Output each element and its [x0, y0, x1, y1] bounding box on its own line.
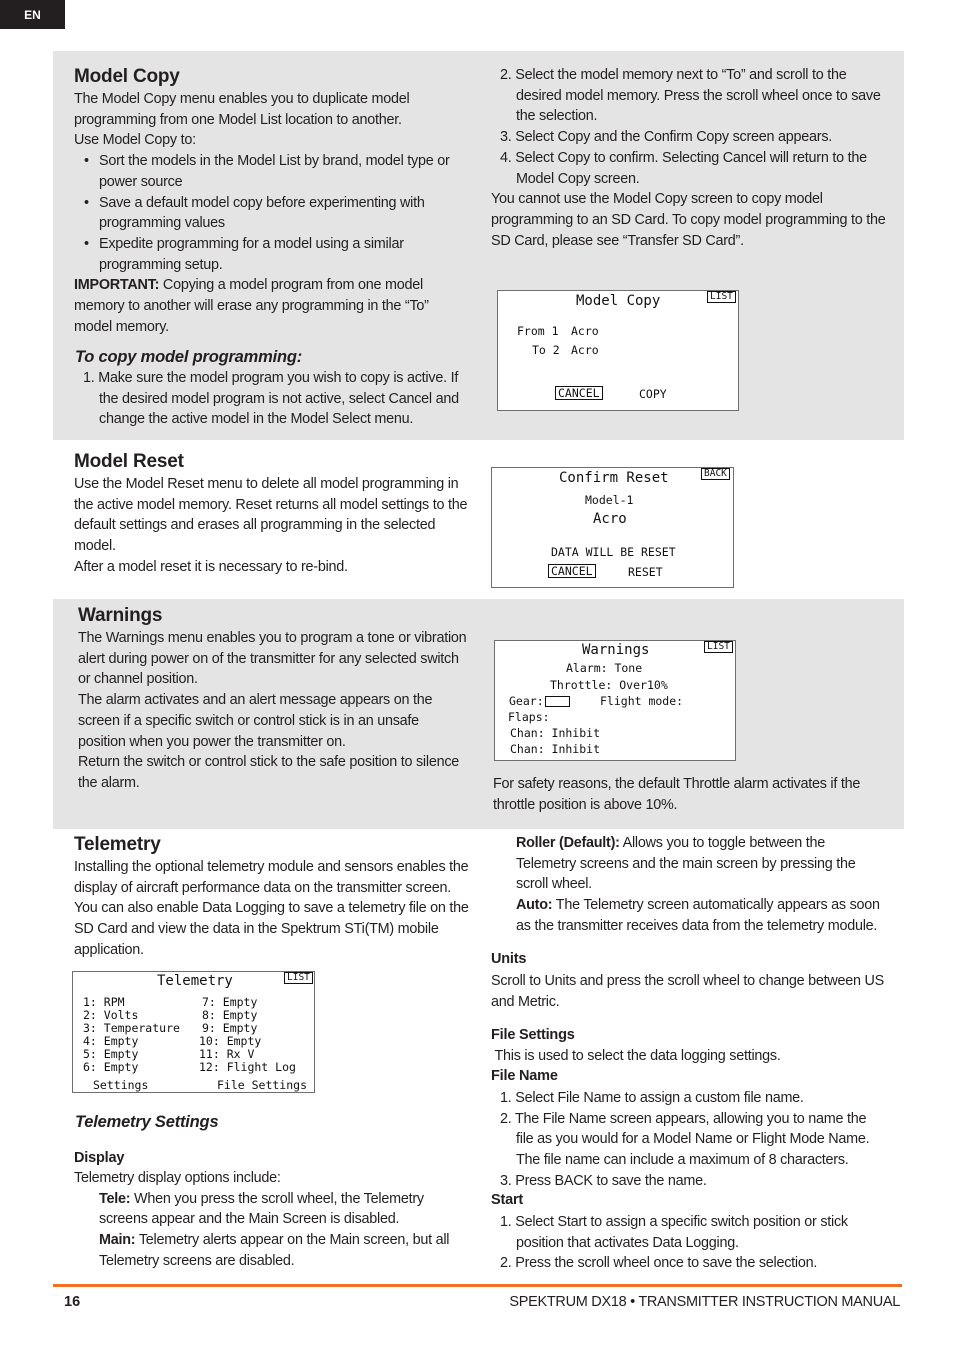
- throttle-value: 10%: [647, 678, 668, 692]
- gear-label: Gear:: [509, 694, 544, 708]
- list-item: • Save a default model copy before experimenting with programming values: [74, 193, 469, 234]
- telemetry-slot: 3: Temperature: [83, 1021, 180, 1035]
- list-item: 1. Select Start to assign a specific switch position or stick position that activates Data Logging.: [500, 1214, 848, 1251]
- units-text: Scroll to Units and press the scroll wheel to change between US and Metric.: [491, 973, 884, 1010]
- copy-step-1: [74, 368, 469, 430]
- model-reset-title: Model Reset: [74, 451, 184, 472]
- auto-option: [491, 895, 886, 936]
- screen-title: Warnings: [582, 642, 650, 658]
- model-reset-body: [74, 474, 469, 578]
- language-tab: EN: [0, 0, 65, 29]
- list-item: 2. Press the scroll wheel once to save the selection.: [500, 1255, 818, 1272]
- model-copy-screen: [497, 290, 739, 411]
- roller-text: Allows you to toggle between the Telemetry screens and the main screen by pressing the scroll wheel.: [516, 835, 856, 893]
- footer-rule: [53, 1284, 902, 1287]
- list-tag: LIST: [284, 972, 313, 984]
- list-item: 2. Select the model memory next to “To” and scroll to the desired model memory. Press the scroll wheel once to save the selection.: [500, 67, 881, 125]
- model-copy-body: [74, 89, 469, 337]
- telemetry-slot: 11: Rx V: [199, 1047, 255, 1061]
- settings-option: Settings: [93, 1078, 149, 1092]
- copy-subhead: To copy model programming:: [75, 348, 303, 366]
- important-label: IMPORTANT:: [74, 277, 160, 294]
- back-tag: BACK: [701, 468, 730, 480]
- list-item: 2. The File Name screen appears, allowing you to name the file as you would for a Model Name or Flight Mode Name. The file name can include a maximum of 8 characters.: [500, 1110, 870, 1169]
- auto-label: Auto:: [516, 897, 553, 914]
- tele-text: When you press the scroll wheel, the Telemetry screens appear and the Main Screen is disabled.: [99, 1190, 424, 1228]
- telemetry-slot: 8: Empty: [202, 1008, 258, 1022]
- display-options-continued: [491, 833, 886, 937]
- telemetry-slot: 5: Empty: [83, 1047, 139, 1061]
- main-text: Telemetry alerts appear on the Main screen, but all Telemetry screens are disabled.: [99, 1232, 450, 1269]
- file-name-head: File Name: [491, 1068, 558, 1084]
- telemetry-slot: 9: Empty: [202, 1021, 258, 1035]
- telemetry-slot: 2: Volts: [83, 1008, 139, 1022]
- warnings-p2: The alarm activates and an alert message appears on the screen if a specific switch or control stick is in an unsafe position when you power the transmitter on.: [78, 692, 433, 750]
- telemetry-slot: 4: Empty: [83, 1034, 139, 1048]
- warnings-screen: [494, 640, 736, 761]
- warnings-body: [78, 628, 469, 794]
- model-reset-text: Use the Model Reset menu to delete all model programming in the active model memory. Reset returns all model settings to the default settings and erases all programming in the selected model.: [74, 476, 468, 555]
- switch-icon: [545, 696, 570, 707]
- alarm-setting: Alarm: Tone: [566, 661, 643, 675]
- copy-steps-continued: [491, 65, 886, 251]
- warnings-note: For safety reasons, the default Throttle alarm activates if the throttle position is above 10%.: [493, 776, 861, 813]
- telemetry-slot: 7: Empty: [202, 995, 258, 1009]
- throttle-setting: Throttle: Over: [550, 678, 647, 692]
- list-item: 3. Select Copy and the Confirm Copy screen appears.: [500, 129, 833, 146]
- telemetry-slot: 1: RPM: [83, 995, 125, 1009]
- display-head: Display: [74, 1150, 125, 1166]
- channel-1: Chan: Inhibit: [510, 726, 601, 740]
- important-note: [74, 275, 469, 337]
- list-tag: LIST: [707, 291, 736, 303]
- to-label: To 2: [532, 343, 560, 357]
- start-steps: [491, 1212, 886, 1274]
- auto-text: The Telemetry screen automatically appears as soon as the transmitter receives data from the telemetry module.: [516, 897, 880, 934]
- display-body: [74, 1168, 469, 1272]
- file-settings-text: This is used to select the data logging settings.: [491, 1048, 781, 1064]
- model-copy-note: You cannot use the Model Copy screen to copy model programming to an SD Card. To copy model programming to the SD Card, please see “Transfer SD Card”.: [491, 191, 886, 249]
- roller-option: [491, 833, 886, 895]
- units-head: Units: [491, 951, 527, 967]
- model-copy-intro: The Model Copy menu enables you to duplicate model programming from one Model List location to another.: [74, 91, 410, 128]
- main-label: Main:: [99, 1232, 136, 1249]
- telemetry-settings-head: Telemetry Settings: [75, 1113, 219, 1131]
- telemetry-slot: 10: Empty: [199, 1034, 262, 1048]
- manual-title: SPEKTRUM DX18 • TRANSMITTER INSTRUCTION MANUAL: [509, 1294, 900, 1310]
- screen-title: Telemetry: [157, 973, 233, 989]
- start-head: Start: [491, 1192, 524, 1208]
- model-name: Model-1: [585, 493, 634, 507]
- file-settings-head: File Settings: [491, 1027, 575, 1043]
- file-name-steps: [491, 1088, 886, 1192]
- list-item: 3. Press BACK to save the name.: [500, 1172, 707, 1189]
- list-item: 1. Make sure the model program you wish to copy is active. If the desired model program is not active, select Cancel and change the active model in the Model Select menu.: [83, 370, 459, 428]
- list-item: 1. Select File Name to assign a custom file name.: [500, 1090, 804, 1106]
- cancel-button: CANCEL: [555, 386, 603, 400]
- telemetry-slot: 6: Empty: [83, 1060, 139, 1074]
- model-copy-use-label: Use Model Copy to:: [74, 132, 196, 149]
- reset-button: RESET: [628, 565, 663, 579]
- screen-title: Model Copy: [576, 293, 661, 309]
- flight-mode-label: Flight mode:: [600, 694, 684, 708]
- from-value: Acro: [571, 324, 599, 338]
- display-text: Telemetry display options include:: [74, 1170, 281, 1186]
- tele-option: [74, 1189, 469, 1230]
- from-label: From 1: [517, 324, 559, 338]
- flaps-label: Flaps:: [508, 710, 550, 724]
- list-item: • Sort the models in the Model List by brand, model type or power source: [74, 151, 469, 192]
- file-settings-option: File Settings: [217, 1078, 308, 1092]
- to-value: Acro: [571, 343, 599, 357]
- main-option: [74, 1230, 469, 1271]
- cancel-button: CANCEL: [548, 564, 596, 578]
- telemetry-intro: Installing the optional telemetry module and sensors enables the display of aircraft performance data on the transmitter screen. You can also enable Data Logging to save a telemetry file on the SD Card and view the data in the Spektrum STi(TM) mobile application.: [74, 859, 469, 958]
- tele-label: Tele:: [99, 1190, 131, 1207]
- page-number: 16: [64, 1294, 81, 1310]
- warnings-p3: Return the switch or control stick to the safe position to silence the alarm.: [78, 754, 460, 791]
- telemetry-title: Telemetry: [74, 834, 161, 855]
- warnings-p1: The Warnings menu enables you to program a tone or vibration alert during power on of the transmitter for any selected switch or channel position.: [78, 630, 467, 688]
- screen-title: Confirm Reset: [559, 470, 669, 486]
- warnings-title: Warnings: [78, 605, 163, 626]
- list-item: 4. Select Copy to confirm. Selecting Cancel will return to the Model Copy screen.: [500, 149, 867, 187]
- roller-label: Roller (Default):: [516, 835, 620, 851]
- model-reset-text-2: After a model reset it is necessary to re-bind.: [74, 558, 348, 575]
- telemetry-slot: 12: Flight Log: [199, 1060, 296, 1074]
- reset-warning: DATA WILL BE RESET: [551, 545, 676, 559]
- list-tag: LIST: [704, 641, 733, 653]
- important-text: Copying a model program from one model memory to another will erase any programming in the “To” model memory.: [74, 277, 429, 335]
- channel-2: Chan: Inhibit: [510, 742, 601, 756]
- confirm-reset-screen: [491, 467, 734, 588]
- telemetry-screen: [72, 971, 315, 1093]
- model-copy-title: Model Copy: [74, 66, 180, 87]
- model-type: Acro: [593, 511, 627, 527]
- list-item: • Expedite programming for a model using a similar programming setup.: [74, 234, 469, 275]
- copy-button: COPY: [639, 387, 667, 401]
